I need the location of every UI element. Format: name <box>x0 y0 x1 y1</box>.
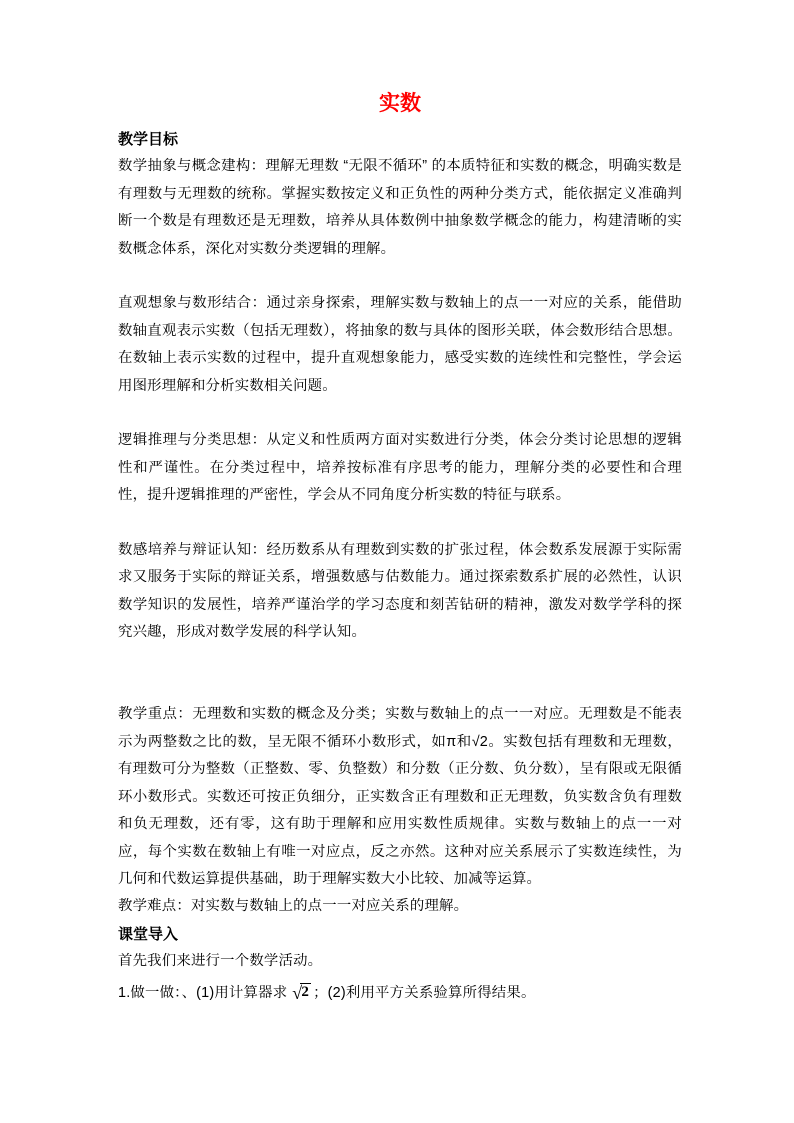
paragraph-activity-intro: 首先我们来进行一个数学活动。 <box>118 953 323 970</box>
paragraph-key-points: 教学重点：无理数和实数的概念及分类；实数与数轴上的点一一对应。无理数是不能表示为两整数之比的数，呈无限不循环小数形式，如π和√2。实数包括有理数和无理数，有理数可分为整数（正整数、零、负整数）和分数（正分数、负分数），呈有限或无限循环小数形式。实数还可按正负细分，正实数含正有理数和正无理数，负实数含负有理数和负无理数，还有零，这有助于理解和应用实数性质规律。实数与数轴上的点一一对应，每个实数在数轴上有唯一对应点，反之亦然。这种对应关系展示了实数连续性，为几何和代数运算提供基础，助于理解实数大小比较、加减等运算。 <box>118 706 682 887</box>
paragraph-objective-sense: 数感培养与辩证认知：经历数系从有理数到实数的扩张过程，体会数系发展源于实际需求又服务于实际的辩证关系，增强数感与估数能力。通过探索数系扩展的必然性，认识数学知识的发展性，培养严谨治学的学习态度和刻苦钻研的精神，激发对数学学科的探究兴趣，形成对数学发展的科学认知。 <box>118 542 682 641</box>
activity-suffix: ；(2)利用平方关系验算所得结果。 <box>313 984 536 1001</box>
paragraph-objective-abstract: 数学抽象与概念建构：理解无理数 “无限不循环” 的本质特征和实数的概念，明确实数是有理数与无理数的统称。掌握实数按定义和正负性的两种分类方式，能依据定义准确判断一个数是有理数还是无理数，培养从具体数例中抽象数学概念的能力，构建清晰的实数概念体系，深化对实数分类逻辑的理解。 <box>118 158 682 257</box>
heading-lead-in: 课堂导入 <box>118 925 179 943</box>
activity-item <box>118 980 682 1007</box>
paragraph-difficulty: 教学难点：对实数与数轴上的点一一对应关系的理解。 <box>118 898 469 915</box>
sqrt-formula <box>292 980 311 1007</box>
page-title: 实数 <box>379 92 421 115</box>
radical-symbol: √ <box>292 982 303 1003</box>
activity-prefix: 1.做一做：、(1)用计算器求 <box>118 984 288 1001</box>
paragraph-objective-visual: 直观想象与数形结合：通过亲身探索，理解实数与数轴上的点一一对应的关系，能借助数轴直观表示实数（包括无理数），将抽象的数与具体的图形关联，体会数形结合思想。在数轴上表示实数的过程中，提升直观想象能力，感受实数的连续性和完整性，学会运用图形理解和分析实数相关问题。 <box>118 295 682 394</box>
heading-teaching-objectives: 教学目标 <box>118 131 179 148</box>
paragraph-objective-logic: 逻辑推理与分类思想：从定义和性质两方面对实数进行分类，体会分类讨论思想的逻辑性和严谨性。在分类过程中，培养按标准有序思考的能力，理解分类的必要性和合理性，提升逻辑推理的严密性，学会从不同角度分析实数的特征与联系。 <box>118 432 682 504</box>
radicand: 2 <box>301 983 310 1000</box>
